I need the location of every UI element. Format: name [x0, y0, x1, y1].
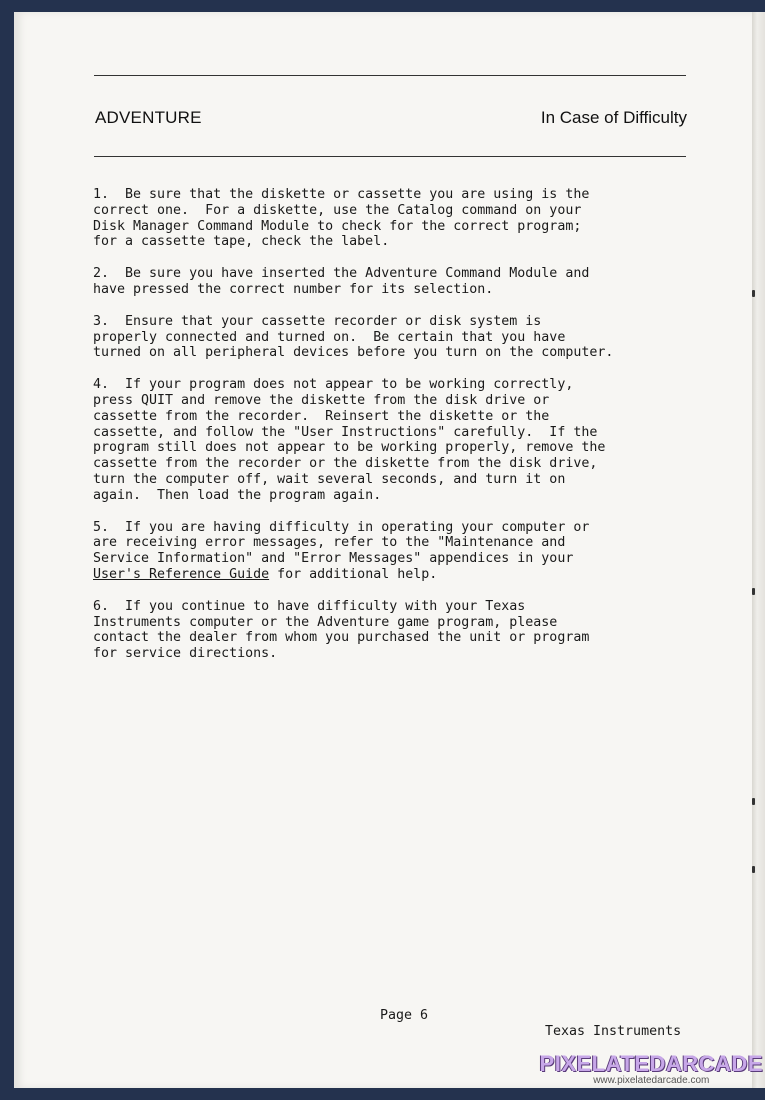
line: for additional help. — [269, 566, 438, 582]
edge-mark — [752, 588, 755, 595]
line: Instruments computer or the Adventure game program, please — [93, 614, 558, 630]
watermark — [540, 1053, 763, 1086]
paragraph-5 — [93, 520, 713, 583]
line: program still does not appear to be working properly, remove the — [93, 440, 606, 456]
line: again. Then load the program again. — [93, 487, 382, 503]
line: correct one. For a diskette, use the Catalog command on your — [93, 202, 582, 218]
publisher-name: Texas Instruments — [545, 1024, 682, 1039]
header-right-title: In Case of Difficulty — [540, 108, 687, 127]
header-top-rule — [94, 75, 686, 76]
line: press QUIT and remove the diskette from the disk drive or — [93, 392, 550, 408]
line: Service Information" and "Error Messages" appendices in your — [93, 551, 574, 567]
guide-title: User's Reference Guide — [93, 566, 270, 582]
line: are receiving error messages, refer to the "Maintenance and — [93, 535, 566, 551]
paragraph-2 — [93, 266, 713, 298]
page-header — [94, 104, 687, 132]
watermark-title: PIXELATEDARCADE — [539, 1051, 763, 1076]
line: 4. If your program does not appear to be working correctly, — [93, 377, 574, 393]
paragraph-4 — [93, 377, 713, 503]
paragraph-3 — [93, 314, 713, 361]
header-bottom-rule — [94, 156, 686, 157]
line: turned on all peripheral devices before you turn on the computer. — [93, 345, 614, 361]
line: contact the dealer from whom you purchased the unit or program — [93, 630, 590, 646]
body-text — [93, 187, 713, 678]
line: 1. Be sure that the diskette or cassette you are using is the — [93, 187, 590, 202]
line: cassette, and follow the "User Instructions" carefully. If the — [93, 424, 598, 440]
paragraph-1 — [93, 187, 713, 250]
line: cassette from the recorder. Reinsert the diskette or the — [93, 408, 550, 424]
line: 5. If you are having difficulty in operating your computer or — [93, 519, 590, 535]
line: Disk Manager Command Module to check for the correct program; — [93, 218, 582, 234]
line: for a cassette tape, check the label. — [93, 234, 390, 250]
page-binding-edge — [752, 12, 765, 1088]
page-number: Page 6 — [380, 1008, 429, 1023]
line: properly connected and turned on. Be certain that you have — [93, 329, 566, 345]
line: turn the computer off, wait several seconds, and turn it on — [93, 471, 566, 487]
edge-mark — [752, 798, 755, 805]
line: 6. If you continue to have difficulty with your Texas — [93, 598, 526, 614]
line: have pressed the correct number for its selection. — [93, 281, 494, 297]
header-left-title: ADVENTURE — [95, 108, 202, 127]
line: cassette from the recorder or the diskette from the disk drive, — [93, 456, 598, 472]
watermark-url: www.pixelatedarcade.com — [593, 1075, 710, 1086]
paragraph-6 — [93, 599, 713, 662]
line: 2. Be sure you have inserted the Adventure Command Module and — [93, 266, 590, 282]
edge-mark — [752, 290, 755, 297]
line: 3. Ensure that your cassette recorder or disk system is — [93, 313, 542, 329]
line: for service directions. — [93, 646, 278, 662]
edge-mark — [752, 866, 755, 873]
